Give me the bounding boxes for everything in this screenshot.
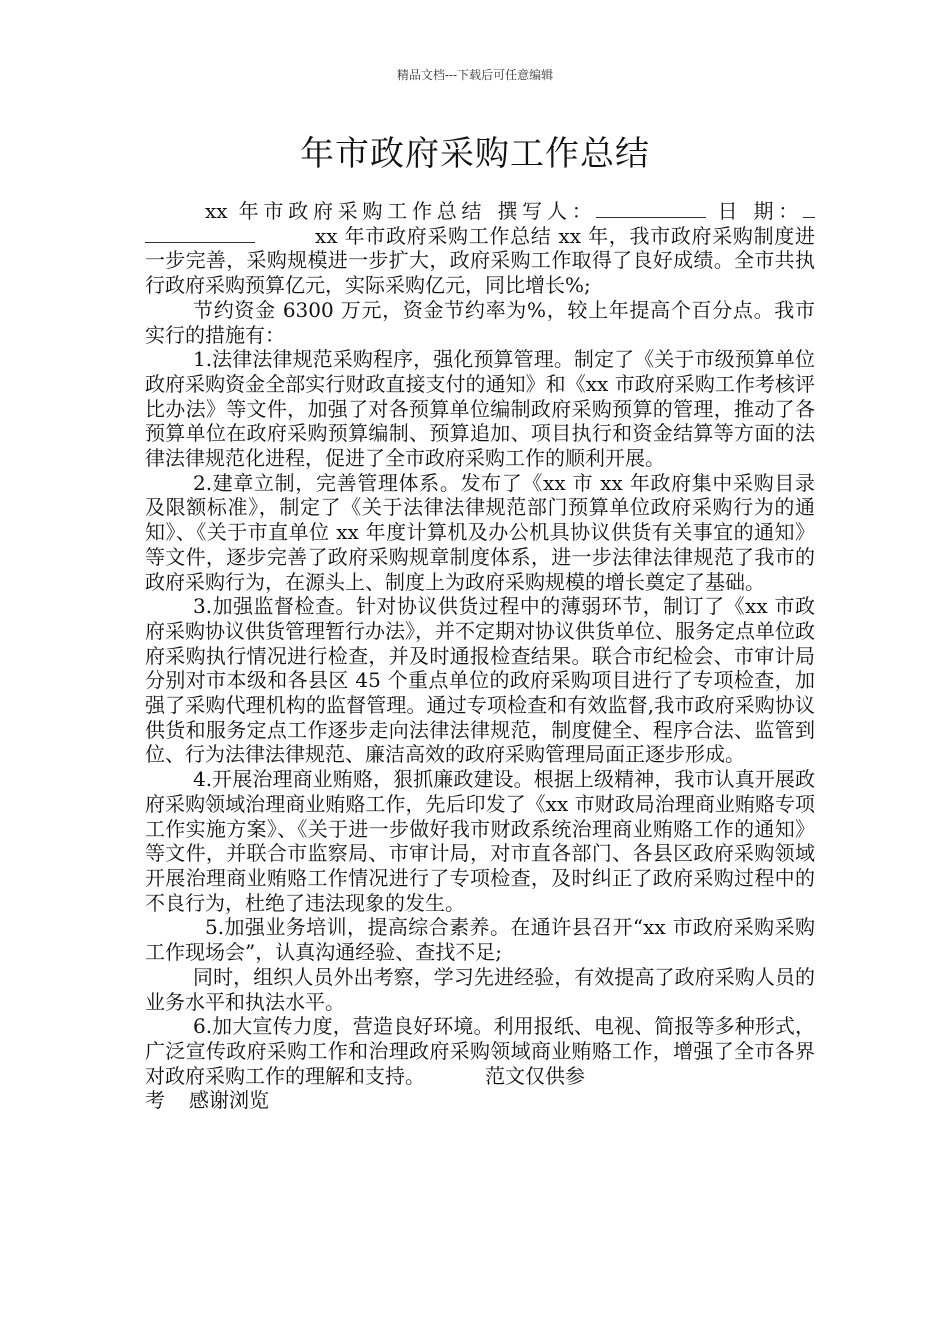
author-blank bbox=[596, 199, 706, 218]
paragraph-2: 2.建章立制，完善管理体系。发布了《xx 市 xx 年政府集中采购目录及限额标准》，制定了《关于法律法律规范部门预算单位政府采购行为的通知》、《关于市直单位 xx 年度计算机及办公机具协议供货有关事宜的通知》等文件，逐步完善了政府采购规章制度体系，进一步法律法律规范了我市的政府采购行为，在源头上、制度上为政府采购规模的增长奠定了基础。 bbox=[145, 470, 815, 594]
footer-line bbox=[145, 1088, 815, 1113]
header-note: 精品文档---下载后可任意编辑 bbox=[396, 68, 554, 82]
footer-note-c: 感谢浏览 bbox=[189, 1088, 269, 1113]
paragraph-5: 5.加强业务培训，提高综合素养。在通许县召开“xx 市政府采购采购工作现场会”，认真沟通经验、查找不足; bbox=[145, 915, 815, 965]
paragraph-4: 4.开展治理商业贿赂，狠抓廉政建设。根据上级精神，我市认真开展政府采购领域治理商业贿赂工作，先后印发了《xx 市财政局治理商业贿赂专项工作实施方案》、《关于进一步做好我市财政系统治理商业贿赂工作的通知》等文件，并联合市监察局、市审计局，对市直各部门、各县区政府采购领域开展治理商业贿赂工作情况进行了专项检查，及时纠正了政府采购过程中的不良行为，杜绝了违法现象的发生。 bbox=[145, 767, 815, 915]
paragraph-3: 3.加强监督检查。针对协议供货过程中的薄弱环节，制订了《xx 市政府采购协议供货管理暂行办法》，并不定期对协议供货单位、服务定点单位政府采购执行情况进行检查，并及时通报检查结果。联合市纪检会、市审计局分别对市本级和各县区 45 个重点单位的政府采购项目进行了专项检查，加强了采购代理机构的监督管理。通过专项检查和有效监督,我市政府采购协议供货和服务定点工作逐步走向法律法律规范，制度健全、程序合法、监管到位、行为法律法律规范、廉洁高效的政府采购管理局面正逐步形成。 bbox=[145, 594, 815, 767]
intro-text: xx 年市政府采购工作总结 xx 年，我市政府采购制度进一步完善，采购规模进一步扩大，政府采购工作取得了良好成绩。全市共执行政府采购预算亿元，实际采购亿元，同比增长%; bbox=[145, 223, 815, 298]
page-title: 年市政府采购工作总结 bbox=[300, 134, 650, 174]
footer-note-a: 范文仅供参 bbox=[485, 1063, 585, 1088]
meta-prefix: xx 年市政府采购工作总结 撰写人： bbox=[205, 199, 597, 223]
paragraph-6-text: 6.加大宣传力度，营造良好环境。利用报纸、电视、简报等多种形式，广泛宣传政府采购工作和治理政府采购领域商业贿赂工作，增强了全市各界对政府采购工作的理解和支持。 bbox=[145, 1014, 815, 1088]
date-blank bbox=[803, 199, 815, 218]
paragraph-5b: 同时，组织人员外出考察，学习先进经验，有效提高了政府采购人员的业务水平和执法水平。 bbox=[145, 964, 815, 1014]
paragraph-savings: 节约资金 6300 万元，资金节约率为%，较上年提高个百分点。我市实行的措施有： bbox=[145, 297, 815, 347]
paragraph-1: 1.法律法律规范采购程序，强化预算管理。制定了《关于市级预算单位政府采购资金全部实行财政直接支付的通知》和《xx 市政府采购工作考核评比办法》等文件，加强了对各预算单位编制政府采购预算的管理，推动了各预算单位在政府采购预算编制、预算追加、项目执行和资金结算等方面的法律法律规范化进程，促进了全市政府采购工作的顺利开展。 bbox=[145, 347, 815, 471]
document-body bbox=[145, 199, 815, 1113]
paragraph-6 bbox=[145, 1014, 815, 1088]
date-blank-continued bbox=[145, 224, 255, 243]
date-label: 日 期： bbox=[706, 199, 803, 223]
footer-note-b: 考 bbox=[145, 1088, 165, 1113]
meta-paragraph bbox=[145, 199, 815, 298]
